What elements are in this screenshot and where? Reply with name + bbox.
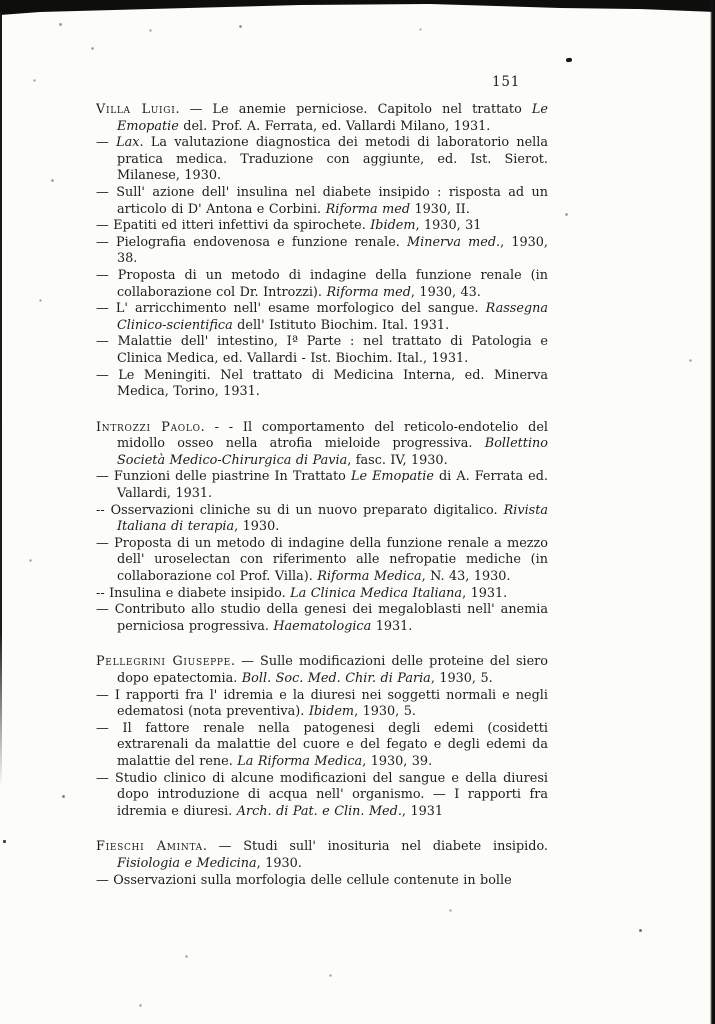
entry-text: , 1930, 39. xyxy=(362,753,433,769)
bibliography-entry xyxy=(96,721,548,771)
work-title-italic: Ibidem xyxy=(308,704,355,720)
bibliography-entry xyxy=(96,218,548,235)
bibliography-section xyxy=(96,420,548,636)
entry-text: , 1930, 43. xyxy=(410,284,481,300)
bibliography-entry xyxy=(96,102,548,135)
work-title-italic: Bollettino Società Medico-Chirurgica di Pavia xyxy=(117,436,548,468)
bibliography-entry xyxy=(96,586,548,603)
bibliography-entry xyxy=(96,268,548,301)
bibliography-entry xyxy=(96,301,548,334)
work-title-italic: Arch. di Pat. e Clin. Med. xyxy=(236,803,402,819)
entry-text: del. Prof. A. Ferrata, ed. Vallardi Milano, 1931. xyxy=(178,118,491,134)
scan-noise-speckles xyxy=(0,0,1,1)
work-title-italic: Rassegna Clinico-scientifica xyxy=(117,301,548,333)
work-title-italic: Haematologica xyxy=(273,618,372,634)
bibliography-entry xyxy=(96,135,548,185)
entry-text: dell' Istituto Biochim. Ital. 1931. xyxy=(232,317,450,333)
entry-text: — L' arricchimento nell' esame morfologico del sangue. xyxy=(96,301,486,317)
work-title-italic: Lax xyxy=(116,135,140,151)
entry-text: , fasc. IV, 1930. xyxy=(347,452,448,468)
work-title-italic: Ibidem xyxy=(370,218,416,234)
entry-text: , 1930, 5. xyxy=(430,671,493,686)
entry-text: , 1930. xyxy=(234,519,280,535)
entry-text: , 1930, 31 xyxy=(415,218,482,234)
bibliography xyxy=(96,102,548,889)
work-title-italic: Fisiologia e Medicina xyxy=(117,855,257,871)
entry-text: — Funzioni delle piastrine In Trattato xyxy=(96,469,351,485)
entry-text: — Osservazioni sulla morfologia delle cellule contenute in bolle xyxy=(96,872,512,888)
page-number: 151 xyxy=(492,74,521,90)
work-title-italic: Le Emopatie xyxy=(117,102,548,134)
entry-text: . - - Il comportamento del reticolo-endotelio del midollo osseo nella atrofia mieloide progressiva. xyxy=(117,419,548,452)
bibliography-section xyxy=(96,654,548,820)
bibliography-entry xyxy=(96,839,548,872)
entry-text: — Epatiti ed itteri infettivi da spirochete. xyxy=(96,218,371,234)
entry-text: -- Osservazioni cliniche su di un nuovo preparato digitalico. xyxy=(96,502,504,518)
author-name: Pellegrini Giuseppe xyxy=(96,654,231,670)
entry-text: — I rapporti fra l' idremia e la diuresi nei soggetti normali e negli edematosi (nota preventiva). xyxy=(96,687,548,720)
entry-text: . — Sulle modificazioni delle proteine del siero dopo epatectomia. xyxy=(117,654,548,686)
scan-edge-right-line xyxy=(710,0,715,1024)
entry-text: — Proposta di un metodo di indagine della funzione renale a mezzo dell' uroselectan con riferimento alle nefropatie mediche (in collaborazione col Prof. Villa). xyxy=(96,535,548,585)
work-title-italic: Rivista Italiana di terapia xyxy=(117,502,548,535)
bibliography-entry xyxy=(96,235,548,268)
entry-text: — Proposta di un metodo di indagine della funzione renale (in collaborazione col Dr. Introzzi). xyxy=(96,267,548,300)
bibliography-entry xyxy=(96,185,548,218)
bibliography-entry xyxy=(96,654,548,687)
author-name: Fieschi Aminta xyxy=(96,839,203,855)
entry-text: — Malattie dell' intestino, Iª Parte : nel trattato di Patologia e Clinica Medica, ed. Vallardi - Ist. Biochim. Ital., 1931. xyxy=(96,334,548,366)
entry-text: — Studio clinico di alcune modificazioni del sangue e della diuresi dopo introduzione di acqua nell' organismo. — I rapporti fra idremia e diuresi. xyxy=(96,770,548,819)
bibliography-section xyxy=(96,102,548,401)
bibliography-entry xyxy=(96,873,548,890)
entry-text: , 1930, 38. xyxy=(117,234,549,267)
ink-blot xyxy=(566,58,572,63)
scan-edge-top-band xyxy=(0,0,715,18)
entry-text: 1931. xyxy=(371,618,413,634)
work-title-italic: Riforma Medica xyxy=(317,569,422,585)
entry-text: , 1930. xyxy=(256,855,302,871)
work-title-italic: Riforma med xyxy=(326,284,411,300)
entry-text: , 1931 xyxy=(401,803,444,819)
bibliography-entry xyxy=(96,771,548,821)
bibliography-entry xyxy=(96,688,548,721)
entry-text: . La valutazione diagnostica dei metodi di laboratorio nella pratica medica. Traduzione con aggiunte, ed. Ist. Sierot. Milanese, 1930. xyxy=(117,135,548,184)
entry-text: — Il fattore renale nella patogenesi degli edemi (cosidetti extrarenali da malattie del cuore e del fegato e degli edemi da malattie del rene. xyxy=(96,720,548,769)
entry-text: — xyxy=(96,135,117,151)
bibliography-entry xyxy=(96,536,548,586)
work-title-italic: La Riforma Medica xyxy=(237,753,363,769)
work-title-italic: Boll. Soc. Med. Chir. di Paria xyxy=(241,671,431,686)
bibliography-entry xyxy=(96,368,548,401)
bibliography-entry xyxy=(96,469,548,502)
entry-text: , 1931. xyxy=(462,585,508,601)
work-title-italic: La Clinica Medica Italiana xyxy=(290,585,463,601)
bibliography-entry xyxy=(96,503,548,536)
entry-text: -- Insulina e diabete insipido. xyxy=(96,585,291,601)
entry-text: — Contributo allo studio della genesi dei megaloblasti nell' anemia perniciosa progressiva. xyxy=(96,602,548,634)
work-title-italic: Riforma med xyxy=(325,201,411,217)
entry-text: . — Studi sull' inosituria nel diabete insipido. xyxy=(202,839,548,855)
entry-text: — Pielografia endovenosa e funzione renale. xyxy=(96,234,408,250)
bibliography-section xyxy=(96,839,548,889)
bibliography-entry xyxy=(96,420,548,470)
work-title-italic: Minerva med. xyxy=(407,234,501,250)
author-name: Villa Luigi xyxy=(96,102,176,117)
entry-text: . — Le anemie perniciose. Capitolo nel trattato xyxy=(175,102,532,117)
entry-text: , N. 43, 1930. xyxy=(421,569,511,585)
scan-edge-left-line xyxy=(0,12,2,787)
entry-text: 1930, II. xyxy=(410,201,470,217)
entry-text: di A. Ferrata ed. Vallardi, 1931. xyxy=(117,469,548,502)
bibliography-entry xyxy=(96,334,548,367)
author-name: Introzzi Paolo xyxy=(96,419,201,435)
entry-text: — Sull' azione dell' insulina nel diabete insipido : risposta ad un articolo di D' Antona e Corbini. xyxy=(96,184,548,217)
bibliography-entry xyxy=(96,602,548,635)
entry-text: — Le Meningiti. Nel trattato di Medicina Interna, ed. Minerva Medica, Torino, 1931. xyxy=(96,367,548,400)
work-title-italic: Le Emopatie xyxy=(350,469,434,485)
entry-text: , 1930, 5. xyxy=(354,704,416,720)
